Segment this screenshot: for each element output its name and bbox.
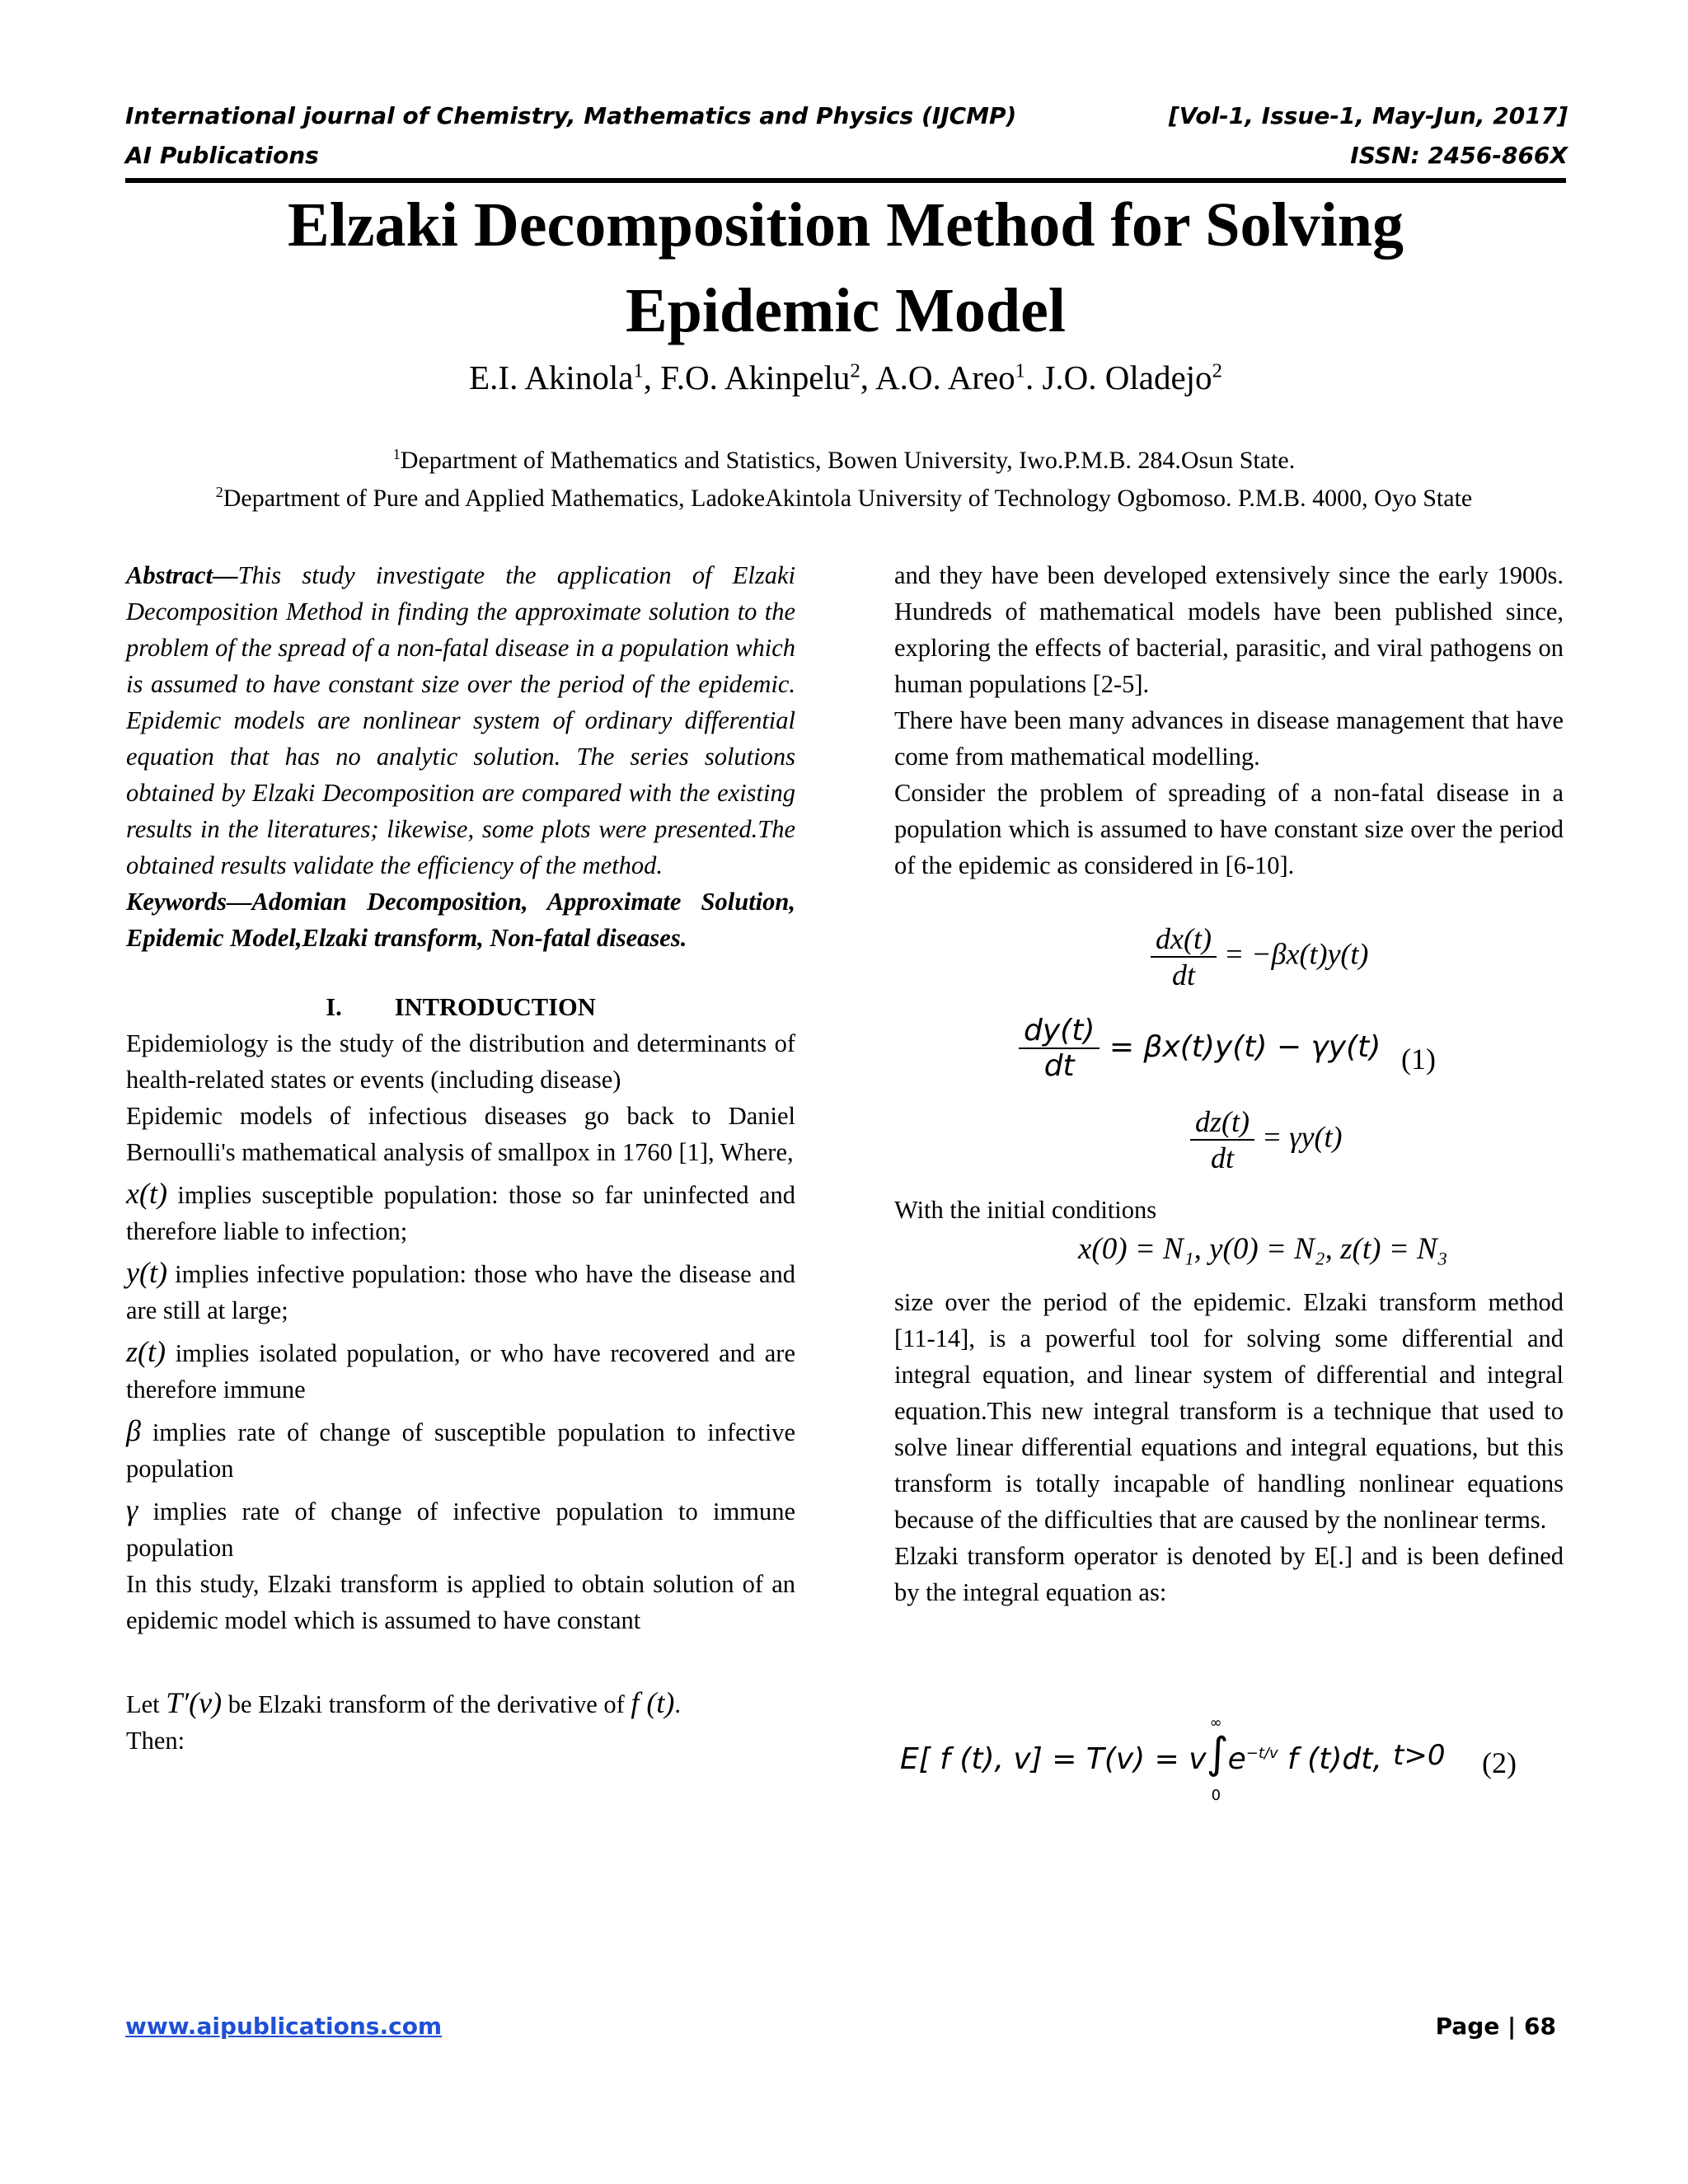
equation-1c	[1190, 1104, 1342, 1175]
numerator: dy(t)	[1019, 1014, 1100, 1049]
eq2-tail: f (t)dt,	[1278, 1742, 1382, 1776]
rhs: = βx(t)y(t) − γy(t)	[1109, 1030, 1381, 1064]
right-column-lower	[894, 1284, 1564, 1610]
rhs: = −βx(t)y(t)	[1223, 937, 1369, 971]
integral-upper: ∞	[1209, 1714, 1222, 1732]
denominator: dt	[1210, 1141, 1234, 1174]
paper-title-line-2: Epidemic Model	[625, 276, 1067, 345]
integral-sign: ∫ ∞ 0	[1206, 1714, 1229, 1804]
paper-title-line-1: Elzaki Decomposition Method for Solving	[288, 190, 1404, 260]
definition-text: implies isolated population, or who have recovered and are therefore immune	[126, 1339, 795, 1404]
abstract	[126, 557, 795, 883]
integral-lower: 0	[1211, 1787, 1221, 1804]
affiliation-text: Department of Pure and Applied Mathematics, LadokeAkintola University of Technology Ogbomoso. P.M.B. 4000, Oyo State	[223, 485, 1473, 512]
definition-text: implies rate of change of susceptible population to infective population	[126, 1418, 795, 1483]
author-affil-mark: 1	[1015, 359, 1025, 382]
journal-name: International journal of Chemistry, Mathematics and Physics (IJCMP)	[125, 102, 1017, 129]
let-sentence	[126, 1685, 795, 1722]
header-rule	[125, 178, 1566, 183]
intro-paragraph-2: Epidemic models of infectious diseases go back to Daniel Bernoulli's mathematical analysis of smallpox in 1760 [1], Where,	[126, 1102, 795, 1166]
right-paragraph-2: There have been many advances in disease management that have come from mathematical modelling.	[894, 706, 1564, 771]
page-number: Page | 68	[1435, 2013, 1556, 2040]
section-number: I.	[326, 993, 342, 1021]
publisher-website-link[interactable]: www.aipublications.com	[125, 2013, 443, 2040]
abstract-label: Abstract—	[126, 561, 238, 589]
fraction	[1019, 1014, 1100, 1083]
author-name: J.O. Oladejo	[1042, 359, 1212, 396]
author-list	[125, 358, 1566, 397]
symbol-x: x(t)	[126, 1177, 167, 1210]
author-affil-mark: 2	[1212, 359, 1222, 382]
right-paragraph-1: and they have been developed extensively since the early 1900s. Hundreds of mathematical models have been published since, exploring the effects of bacterial, parasitic, and viral pathogens on human populations [2-5].	[894, 561, 1564, 698]
author-name: F.O. Akinpelu	[660, 359, 851, 396]
symbol-t-prime: T′(v)	[166, 1686, 223, 1719]
right-paragraph-3: Consider the problem of spreading of a non-fatal disease in a population which is assumed to have constant size over the period of the epidemic as considered in [6-10].	[894, 779, 1564, 879]
definition-y	[126, 1254, 795, 1329]
intro-paragraph-1: Epidemiology is the study of the distribution and determinants of health-related states or events (including disease)	[126, 1029, 795, 1094]
right-paragraph-4: size over the period of the epidemic. Elzaki transform method [11-14], is a powerful tool for solving some differential and integral equation, and linear system of differential and integral equation.This new integral transform is a technique that used to solve linear differential equations and integral equations, but this transform is totally incapable of handling nonlinear equations because of the difficulties that are caused by the nonlinear terms.	[894, 1288, 1564, 1534]
equation-1a	[1151, 921, 1368, 992]
initial-conditions-text	[894, 1192, 1564, 1228]
author-affil-mark: 2	[850, 359, 860, 382]
intro-paragraph-3: In this study, Elzaki transform is applied to obtain solution of an epidemic model which is assumed to have constant	[126, 1570, 795, 1634]
fraction	[1190, 1104, 1254, 1175]
volume-info: [Vol-1, Issue-1, May-Jun, 2017]	[1168, 102, 1568, 129]
symbol-f: f (t)	[631, 1686, 675, 1719]
issn: ISSN: 2456-866X	[1350, 142, 1568, 169]
keywords: Keywords—Adomian Decomposition, Approximate Solution, Epidemic Model,Elzaki transform, Non-fatal diseases.	[126, 888, 795, 952]
definition-text: implies susceptible population: those so far uninfected and therefore liable to infection;	[126, 1181, 795, 1245]
eq2-lhs: E[ f (t), v] = T(v) = v	[900, 1742, 1207, 1776]
let-text: Let	[126, 1690, 166, 1718]
section-title: INTRODUCTION	[394, 993, 596, 1021]
affiliation-text: Department of Mathematics and Statistics, Bowen University, Iwo.P.M.B. 284.Osun State.	[400, 447, 1296, 474]
affiliation-1	[99, 447, 1589, 475]
affiliation-mark: 2	[215, 484, 223, 500]
rhs: = γy(t)	[1262, 1120, 1343, 1154]
author-affil-mark: 1	[633, 359, 644, 382]
author-name: A.O. Areo	[874, 359, 1015, 396]
section-heading	[126, 989, 795, 1025]
equation-1b	[1019, 1014, 1381, 1083]
fraction	[1151, 921, 1217, 992]
author-name: E.I. Akinola	[469, 359, 634, 396]
denominator: dt	[1171, 958, 1195, 991]
affiliation-2	[99, 485, 1589, 513]
symbol-z: z(t)	[126, 1335, 166, 1368]
symbol-beta: β	[126, 1414, 141, 1447]
numerator: dz(t)	[1190, 1104, 1254, 1141]
left-column	[126, 557, 795, 1759]
equation-2-label: (2)	[1482, 1746, 1517, 1779]
definition-x	[126, 1175, 795, 1249]
author-sep: ,	[643, 359, 661, 396]
let-text: be Elzaki transform of the derivative of	[222, 1690, 631, 1718]
equation-1-label: (1)	[1401, 1043, 1436, 1076]
numerator: dx(t)	[1151, 921, 1217, 958]
definition-gamma	[126, 1492, 795, 1566]
equation-2-condition: t>0	[1393, 1739, 1446, 1772]
definition-beta	[126, 1413, 795, 1487]
exp-base: e	[1227, 1742, 1246, 1776]
exp-power: −t/v	[1245, 1745, 1278, 1762]
symbol-y: y(t)	[126, 1256, 167, 1289]
author-sep: .	[1025, 359, 1043, 396]
init-label: With the initial conditions	[894, 1196, 1157, 1224]
abstract-text: This study investigate the application of Elzaki Decomposition Method in finding the approximate solution to the problem of the spread of a non-fatal disease in a population which is assumed to have constant size over the period of the epidemic. Epidemic models are nonlinear system of ordinary differential equation that has no analytic solution. The series solutions obtained by Elzaki Decomposition are compared with the existing results in the literatures; likewise, some plots were presented.The obtained results validate the efficiency of the method.	[126, 561, 795, 879]
publisher: AI Publications	[125, 142, 319, 169]
right-column	[894, 557, 1564, 883]
symbol-gamma: γ	[126, 1493, 138, 1526]
denominator: dt	[1043, 1049, 1075, 1083]
then-text: Then:	[126, 1727, 185, 1755]
let-text: .	[674, 1690, 682, 1718]
definition-z	[126, 1333, 795, 1408]
affiliation-mark: 1	[392, 446, 401, 462]
definition-text: implies infective population: those who have the disease and are still at large;	[126, 1260, 795, 1324]
equation-2	[900, 1714, 1382, 1804]
right-paragraph-5: Elzaki transform operator is denoted by E[.] and is been defined by the integral equation as:	[894, 1542, 1564, 1606]
definition-text: implies rate of change of infective population to immune population	[126, 1497, 795, 1562]
author-sep: ,	[860, 359, 875, 396]
initial-conditions-equation: x(0) = N₁, y(0) = N₂, z(t) = N₃	[1078, 1232, 1448, 1266]
